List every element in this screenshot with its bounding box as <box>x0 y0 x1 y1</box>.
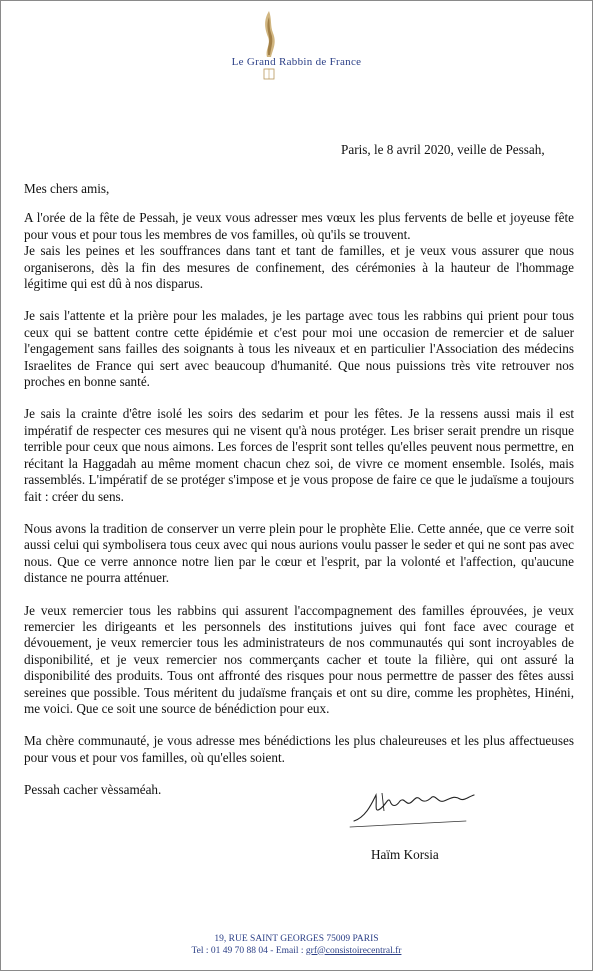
salutation: Mes chers amis, <box>24 181 110 196</box>
footer-email-link[interactable]: grf@consistoirecentral.fr <box>305 945 402 956</box>
signer-name: Haïm Korsia <box>371 847 439 862</box>
footer <box>1 934 592 957</box>
flame-emblem-icon <box>249 7 289 87</box>
footer-address: 19, RUE SAINT GEORGES 75009 PARIS <box>214 934 379 944</box>
footer-contact <box>1 946 592 958</box>
paragraph: Nous avons la tradition de conserver un verre plein pour le prophète Elie. Cette année, que ce verre soit aussi celui qui symbolisera tous ceux avec qui nous aurions voulu passer le seder et qui ne sont pas avec nous. Que ce verre annonce notre lien par le cœur et l'esprit, par la volonté et l'affection, qu'aucune distance ne pourra atténuer. <box>24 520 574 586</box>
closing-line: Pessah cacher vèssaméah. <box>24 782 162 798</box>
date-line: Paris, le 8 avril 2020, veille de Pessah, <box>341 142 545 157</box>
paragraph: A l'orée de la fête de Pessah, je veux vous adresser mes vœux les plus fervents de belle et joyeuse fête pour vous et pour tous les membres de vos familles, où qu'ils se trouvent. Je sais les peines et les souffrances dans tant et tant de familles, et je veux vous assurer que nous organiserons, dès la fin des mesures de confinement, des cérémonies à la hauteur de l'hommage légitime qui est dû à nos disparus. <box>24 210 574 292</box>
letter-body <box>24 181 574 815</box>
footer-phone: Tel : 01 49 70 88 04 - Email : <box>191 945 306 956</box>
handwritten-signature <box>346 783 486 831</box>
paragraph: Ma chère communauté, je vous adresse mes bénédictions les plus chaleureuses et les plus affectueuses pour vous et pour vos familles, où qu'elles soient. <box>24 733 574 765</box>
paragraph: Je sais l'attente et la prière pour les malades, je les partage avec tous les rabbins qui prient pour tous ceux qui se battent contre cette épidémie et c'est pour moi une occasion de remercier et de saluer l'engagement sans failles des soignants à tous les niveaux et en particulier l'Association des médecins Israelites de France qui sert avec beaucoup d'humanité. Que nous puissions très vite retrouver nos proches en bonne santé. <box>24 308 574 390</box>
letterhead-title: Le Grand Rabbin de France <box>231 56 362 68</box>
paragraph: Je sais la crainte d'être isolé les soirs des sedarim et pour les fêtes. Je la ressens aussi mais il est impératif de respecter ces mesures qui ne visent qu'à nous protéger. Les briser serait prendre un risque terrible pour ceux que nous aimons. Les forces de l'esprit sont telles qu'elles peuvent nous permettre, en récitant la Haggadah au même moment chacun chez soi, de vivre ce moment ensemble. Isolés, mais rassemblés. L'impératif de se protéger s'impose et je vous propose de faire ce que le judaïsme a toujours fait : créer du sens. <box>24 406 574 504</box>
paragraph: Je veux remercier tous les rabbins qui assurent l'accompagnement des familles éprouvées, je veux remercier les dirigeants et les personnels des institutions juives qui font face avec courage et dévouement, je veux remercier tous les administrateurs de nos communautés qui sont incroyables de disponibilité, et je veux remercier nos commerçants cacher et toute la filière, qui ont assuré la disponibilité des produits. Tous ont affronté des risques pour nous permettre de passer des fêtes aussi sereines que possible. Tous méritent du judaïsme français et ont su dire, comme les prophètes, Hinéni, me voici. Que ce soit une source de bénédiction pour eux. <box>24 602 574 716</box>
